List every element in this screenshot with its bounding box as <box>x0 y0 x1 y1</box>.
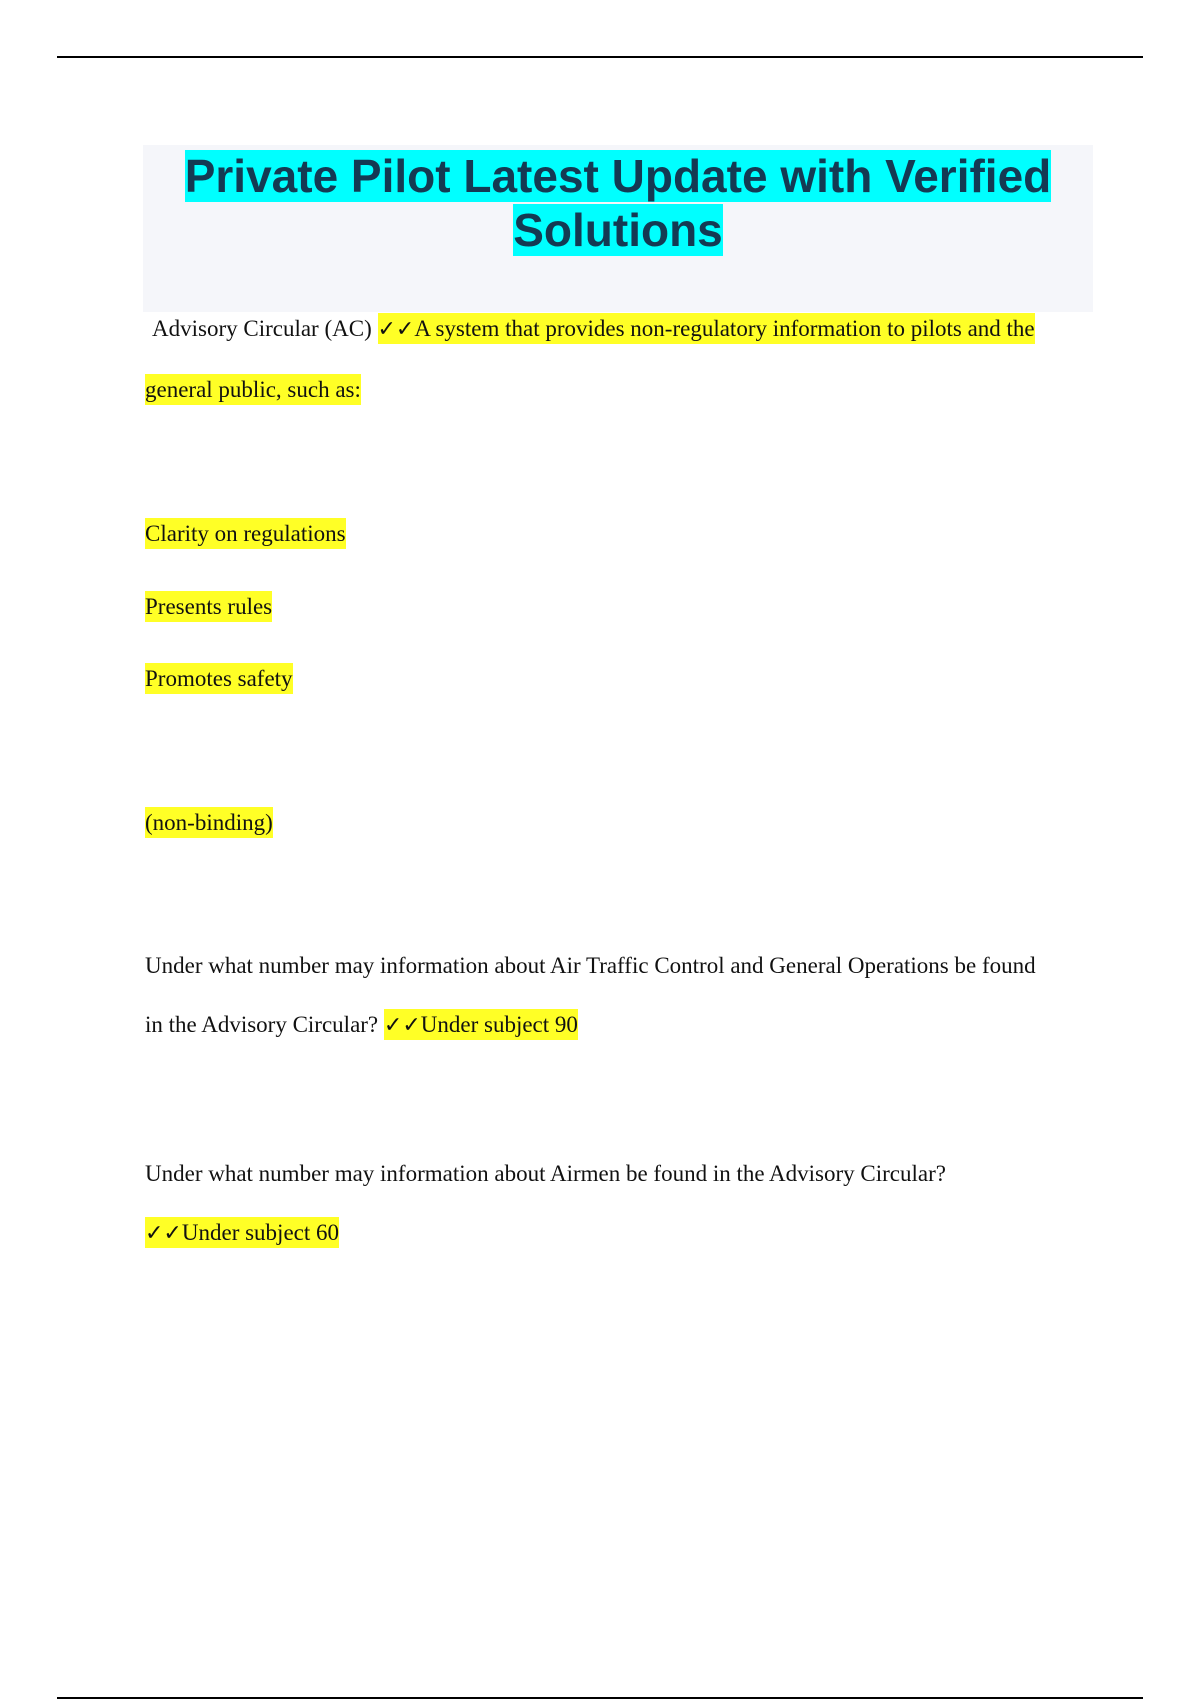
entry-ac-line-1 <box>152 314 1035 345</box>
answer-text-continued: general public, such as: <box>145 374 361 405</box>
question-text: Under what number may information about Airmen be found in the Advisory Circular? <box>145 1161 946 1186</box>
question-airmen-line-2 <box>145 1218 339 1249</box>
bottom-rule <box>57 1697 1143 1699</box>
title-banner <box>143 145 1093 312</box>
question-atc-line-2 <box>145 1010 578 1041</box>
list-item-text: Promotes safety <box>145 663 293 694</box>
top-rule <box>57 56 1143 58</box>
question-text: Under what number may information about Air Traffic Control and General Operations be found <box>145 953 1036 978</box>
term-advisory-circular: Advisory Circular (AC) <box>152 316 372 341</box>
entry-ac-line-2 <box>145 375 361 405</box>
title-line-1: Private Pilot Latest Update with Verified <box>184 150 1052 202</box>
question-atc-line-1 <box>145 951 1036 981</box>
answer-text: Under subject 90 <box>420 1012 578 1037</box>
answer-highlight <box>384 1009 578 1040</box>
question-airmen-line-1 <box>145 1159 946 1189</box>
list-item-text: Clarity on regulations <box>145 518 346 549</box>
double-check-icon: ✓✓ <box>383 1013 421 1038</box>
title-line-2: Solutions <box>513 204 723 256</box>
double-check-icon: ✓✓ <box>145 1221 182 1246</box>
answer-highlight <box>378 313 1035 344</box>
list-item <box>145 519 346 549</box>
page-title <box>143 145 1093 257</box>
answer-text: A system that provides non-regulatory information to pilots and the <box>414 316 1035 341</box>
note-line <box>145 808 273 838</box>
question-text-continued: in the Advisory Circular? <box>145 1012 379 1037</box>
note-text: (non-binding) <box>145 807 273 838</box>
list-item-text: Presents rules <box>145 591 272 622</box>
answer-highlight <box>145 1217 339 1248</box>
double-check-icon: ✓✓ <box>377 317 415 342</box>
list-item <box>145 664 293 694</box>
answer-text: Under subject 60 <box>181 1220 340 1245</box>
list-item <box>145 592 272 622</box>
